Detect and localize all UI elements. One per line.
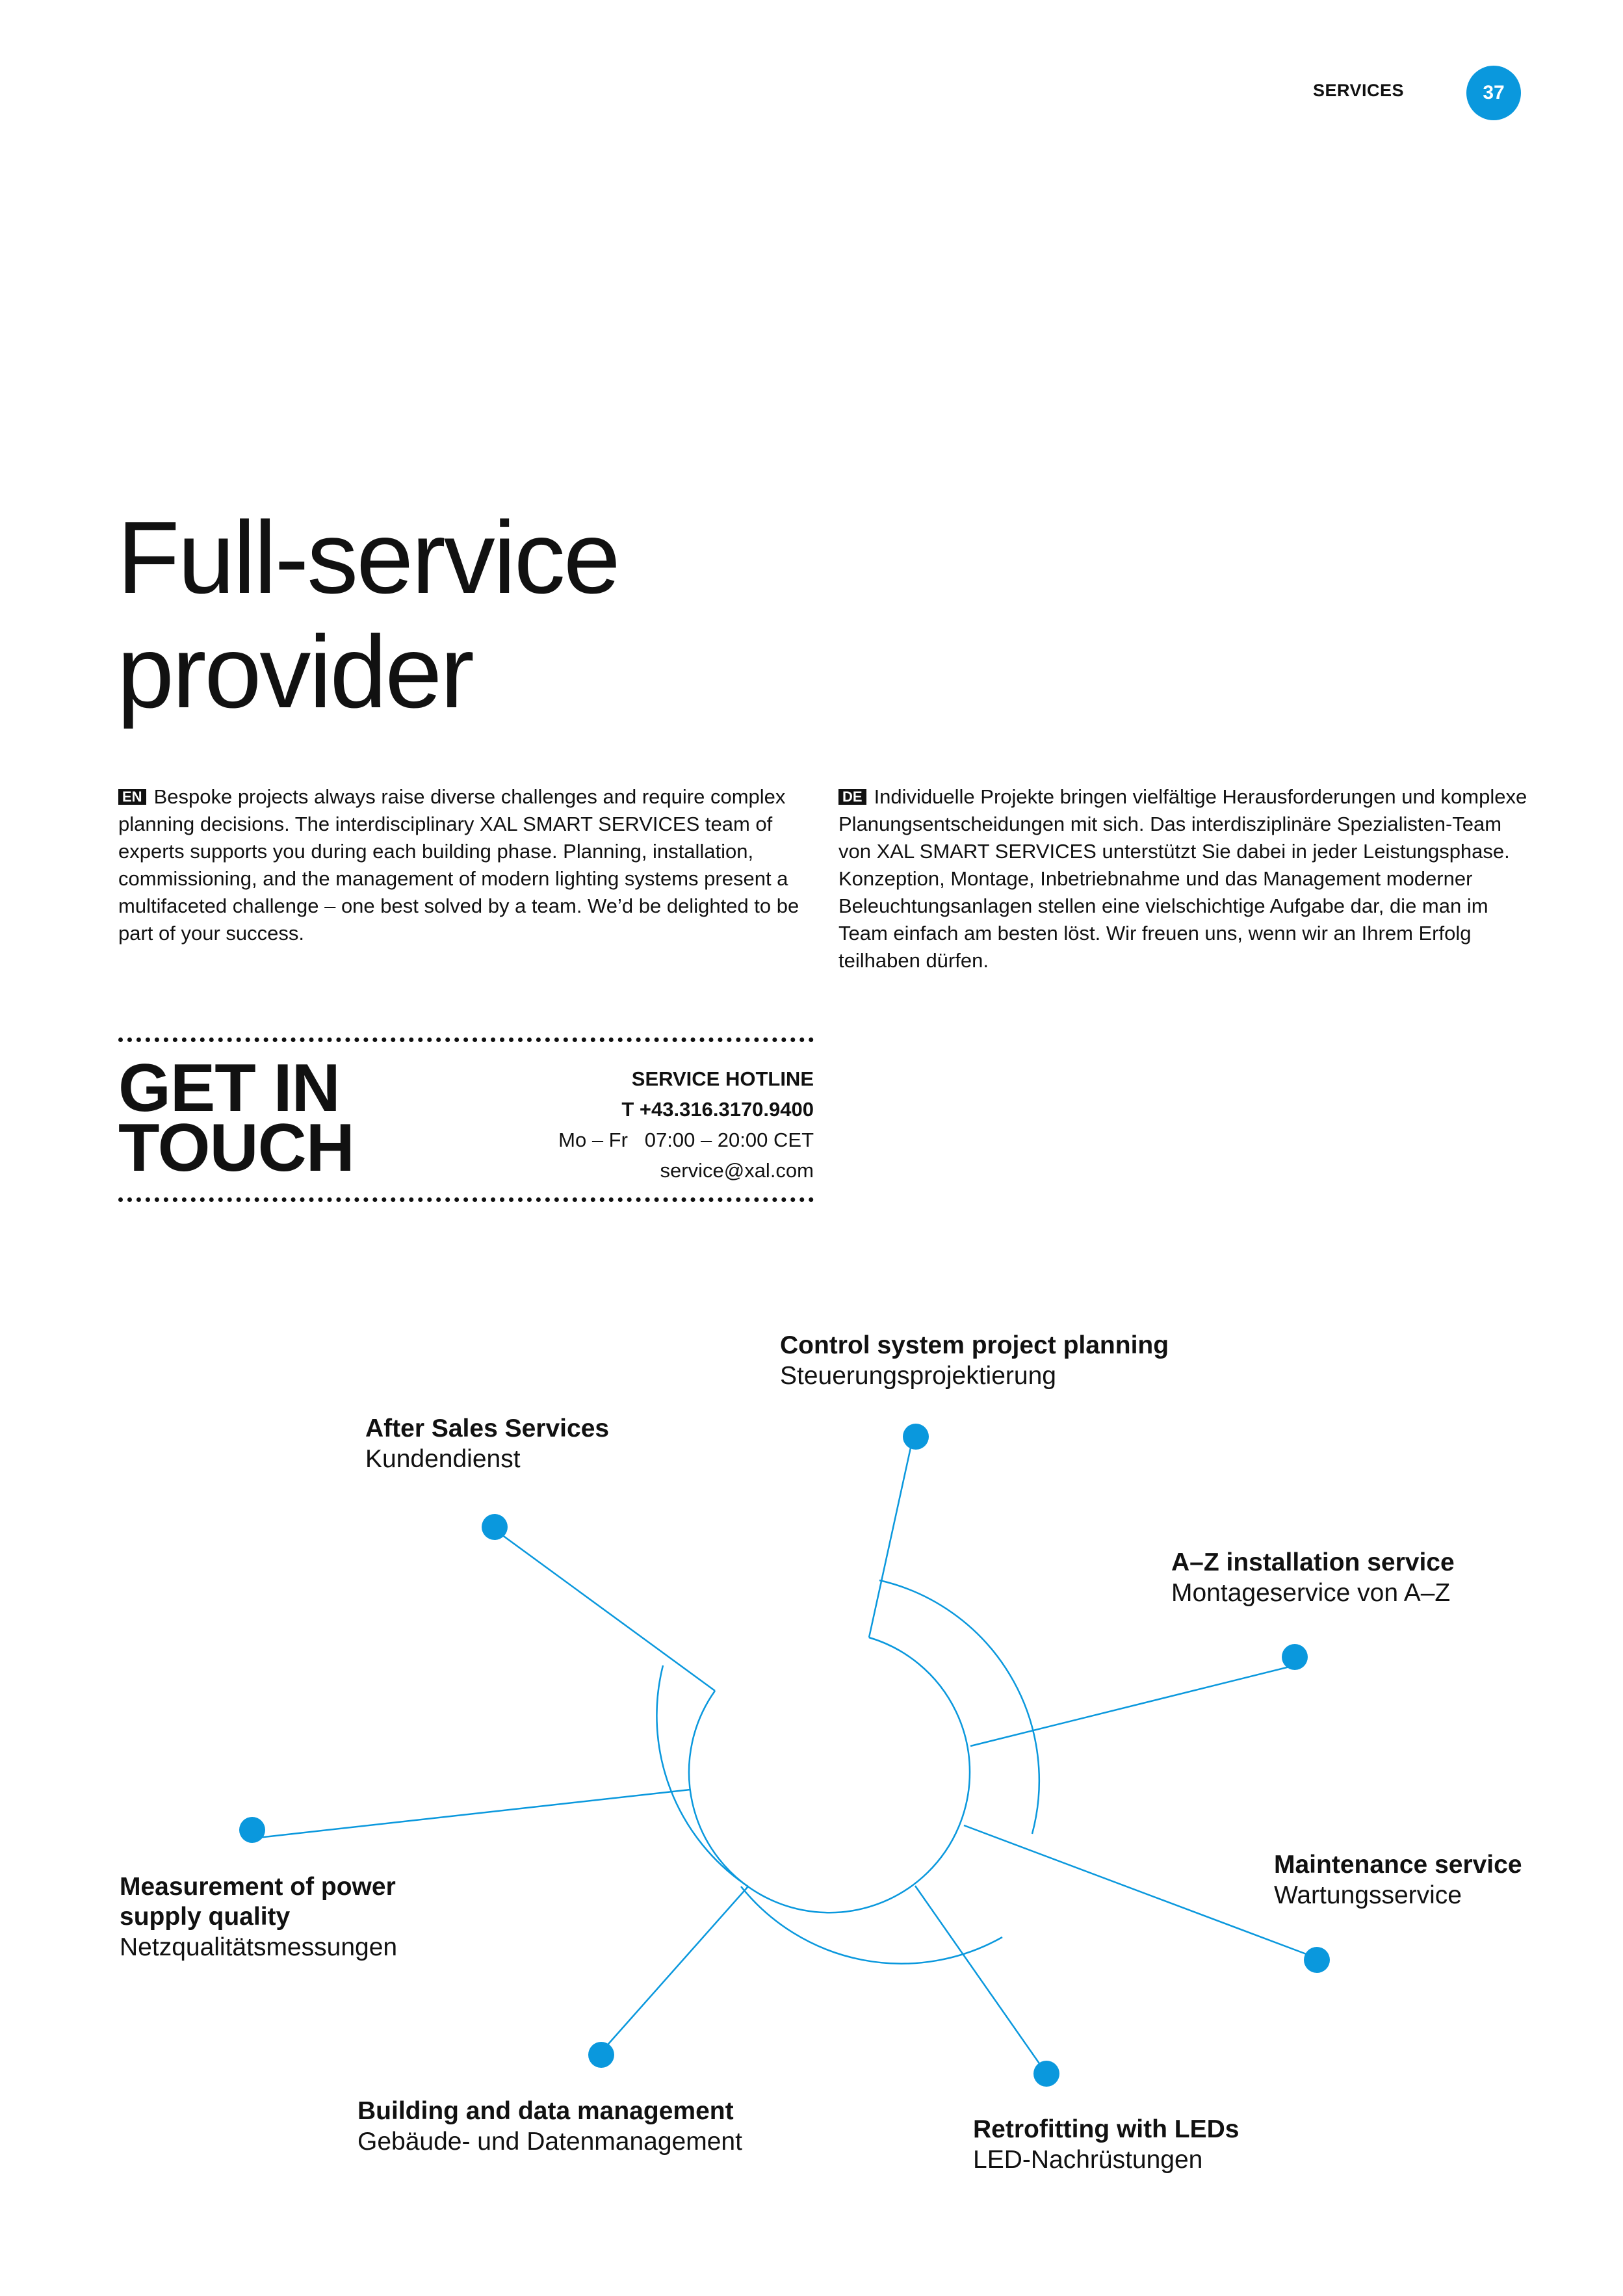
diagram-outer-arc-left	[656, 1665, 748, 1886]
service-label-en: Retrofitting with LEDs	[973, 2115, 1240, 2143]
diagram-inner-ring	[689, 1637, 970, 1912]
spoke-maintenance	[964, 1825, 1315, 1957]
hotline-hours: Mo – Fr 07:00 – 20:00 CET	[558, 1128, 814, 1151]
node-installation	[1282, 1644, 1308, 1670]
service-label-en: Building and data management	[357, 2097, 734, 2125]
spoke-after-sales	[495, 1530, 715, 1691]
spoke-installation	[970, 1663, 1303, 1746]
section-label: SERVICES	[1312, 81, 1404, 100]
service-label-en: After Sales Services	[365, 1415, 610, 1442]
service-label-en: Measurement of power supply quality	[120, 1873, 396, 1931]
node-retrofit	[1033, 2061, 1059, 2087]
contact-heading-line-2: TOUCH	[118, 1110, 354, 1186]
service-maintenance	[1274, 1849, 1522, 1911]
spoke-retrofit	[915, 1886, 1046, 2074]
service-installation	[1171, 1547, 1455, 1608]
intro-english-text: Bespoke projects always raise diverse challenges and require complex planning decisions. The interdisciplinary XAL SMART SERVICES team of experts supports you during each building phase. Planning, installation, commissioning, and the management of modern lighting systems present a multifaceted challenge – one best solved by a team. We’d be delighted to be part of your success.	[118, 785, 799, 945]
hotline-label: SERVICE HOTLINE	[631, 1067, 814, 1090]
page-title-line-1: Full-service	[117, 501, 619, 615]
hotline-phone[interactable]: T +43.316.3170.9400	[621, 1098, 814, 1121]
node-building	[588, 2042, 614, 2068]
lang-tag-de: DE	[838, 789, 866, 805]
service-label-de: Gebäude- und Datenmanagement	[357, 2128, 742, 2156]
service-label-de: Steuerungsprojektierung	[780, 1362, 1056, 1390]
service-label-en: Control system project planning	[780, 1331, 1169, 1359]
intro-german-text: Individuelle Projekte bringen vielfältige Herausforderungen und komplexe Planungsentscheidungen mit sich. Das interdisziplinäre Spezialisten-Team von XAL SMART SERVICES unterstützt Sie dabei in jeder Leistungsphase. Konzeption, Montage, Inbetriebnahme und das Management moderner Beleuchtungsanlagen stellen eine vielschichtige Aufgabe dar, die man im Team einfach am besten löst. Wir freuen uns, wenn wir an Ihrem Erfolg teilhaben dürfen.	[838, 785, 1527, 972]
service-label-de: LED-Nachrüstungen	[973, 2146, 1203, 2174]
page-number-badge: 37	[1466, 66, 1521, 120]
diagram-outer-arc-bottom	[741, 1886, 1002, 1964]
service-retrofitting	[973, 2114, 1239, 2175]
spoke-control	[869, 1442, 912, 1637]
diagram-outer-arc-right	[879, 1580, 1039, 1834]
spoke-measurement	[252, 1790, 690, 1838]
service-control-planning	[780, 1330, 1169, 1391]
service-label-de: Wartungsservice	[1274, 1881, 1462, 1909]
contact-heading-line-1: GET IN	[118, 1050, 340, 1126]
service-label-en: A–Z installation service	[1171, 1548, 1455, 1576]
service-measurement	[120, 1872, 458, 1963]
spoke-building	[599, 1886, 748, 2054]
node-measurement	[239, 1817, 265, 1843]
node-control	[903, 1424, 929, 1450]
lang-tag-en: EN	[118, 789, 146, 805]
service-after-sales	[365, 1413, 609, 1474]
service-building-management	[357, 2096, 742, 2157]
hotline-email[interactable]: service@xal.com	[660, 1159, 814, 1182]
service-label-de: Montageservice von A–Z	[1171, 1579, 1451, 1607]
service-label-de: Kundendienst	[365, 1445, 521, 1473]
service-label-de: Netzqualitätsmessungen	[120, 1933, 398, 1961]
node-maintenance	[1304, 1947, 1330, 1973]
service-label-en: Maintenance service	[1274, 1851, 1522, 1879]
page-title-line-2: provider	[117, 615, 473, 729]
node-after-sales	[482, 1514, 508, 1540]
